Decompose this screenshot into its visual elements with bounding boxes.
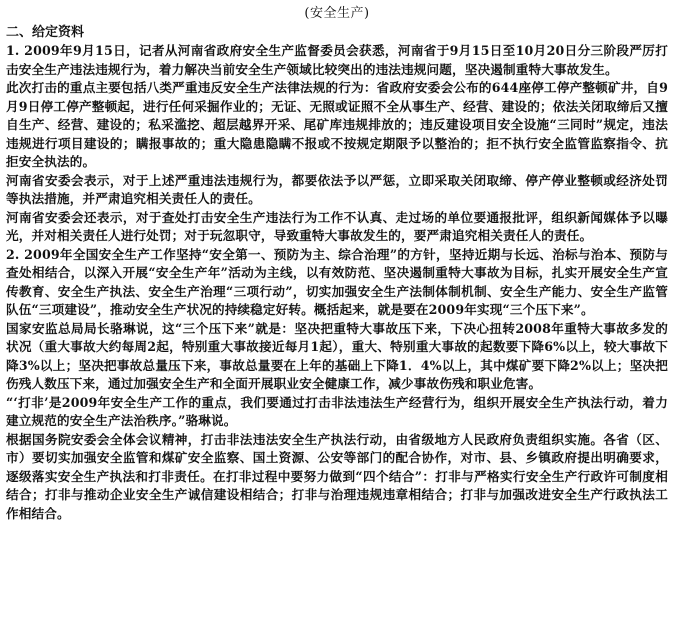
paragraph-7: “‘打非’是2009年安全生产工作的重点，我们要通过打击非法违法生产经营行为，组织开展安全生产执法行动，着力建立规范的安全生产法治秩序。”骆琳说。 <box>6 394 668 428</box>
document-title: (安全生产) <box>304 6 370 21</box>
paragraph-3: 河南省安委会表示，对于上述严重违法违规行为，都要依法予以严惩，立即采取关闭取缔、停产停业整顿或经济处罚等执法措施，并严肃追究相关责任人的责任。 <box>6 172 668 206</box>
paragraph-8: 根据国务院安委会全体会议精神，打击非法违法安全生产执法行动，由省级地方人民政府负责组织实施。各省（区、市）要切实加强安全监管和煤矿安全监察、国土资源、公安等部门的配合协作，对市、县、乡镇政府提出明确要求，逐级落实安全生产执法和打非责任。在打非过程中要努力做到“四个结合”：打非与严格实行安全生产行政许可制度相结合；打非与推动企业安全生产诚信建设相结合；打非与治理违规违章相结合；打非与加强改进安全生产行政执法工作相结合。 <box>6 431 668 521</box>
paragraph-6: 国家安监总局局长骆琳说，这“三个压下来”就是：坚决把重特大事故压下来，下决心扭转2008年重特大事故多发的状况（重大事故大约每周2起，特别重大事故接近每月1起），重大、特别重大事故的起数要下降6%以上，较大事故下降3%以上；坚决把事故总量压下来，事故总量要在上年的基础上下降1．4%以上，其中煤矿要下降2%以上；坚决把伤残人数压下来，通过加强安全生产和全面开展职业安全健康工作，减少事故伤残和职业危害。 <box>6 320 668 391</box>
paragraph-4: 河南省安委会还表示，对于查处打击安全生产违法行为工作不认真、走过场的单位要通报批评，组织新闻媒体予以曝光，并对相关责任人进行处罚；对于玩忽职守，导致重特大事故发生的，要严肃追究相关责任人的责任。 <box>6 209 668 243</box>
paragraph-2: 此次打击的重点主要包括八类严重违反安全生产法律法规的行为：省政府安委会公布的644座停工停产整顿矿井，自9月9日停工停产整顿起，进行任何采掘作业的；无证、无照或证照不全从事生产、经营、建设的；依法关闭取缔后又擅自生产、经营、建设的；私采滥挖、超层越界开采、尾矿库违规排放的；违反建设项目安全设施“三同时”规定，违法违规进行项目建设的；瞒报事故的；重大隐患隐瞒不报或不按规定期限予以整治的；拒不执行安全监管监察指令、抗拒安全执法的。 <box>6 80 668 169</box>
paragraph-1: 1. 2009年9月15日，记者从河南省政府安全生产监督委员会获悉，河南省于9月15日至10月20日分三阶段严厉打击安全生产违法违规行为，着力解决当前安全生产领域比较突出的违法违规问题，坚决遏制重特大事故发生。 <box>6 43 668 77</box>
section-heading: 二、给定资料 <box>6 25 85 40</box>
document-page <box>6 4 668 523</box>
paragraph-5: 2. 2009年全国安全生产工作坚持“安全第一、预防为主、综合治理”的方针，坚持近期与长远、治标与治本、预防与查处相结合，以深入开展“安全生产年”活动为主线，以有效防范、坚决遏制重特大事故为目标，扎实开展安全生产宣传教育、安全生产执法、安全生产治理“三项行动”，切实加强安全生产法制体制机制、安全生产能力、安全生产监管队伍“三项建设”，推动安全生产状况的持续稳定好转。概括起来，就是要在2009年实现“三个压下来”。 <box>6 246 668 317</box>
